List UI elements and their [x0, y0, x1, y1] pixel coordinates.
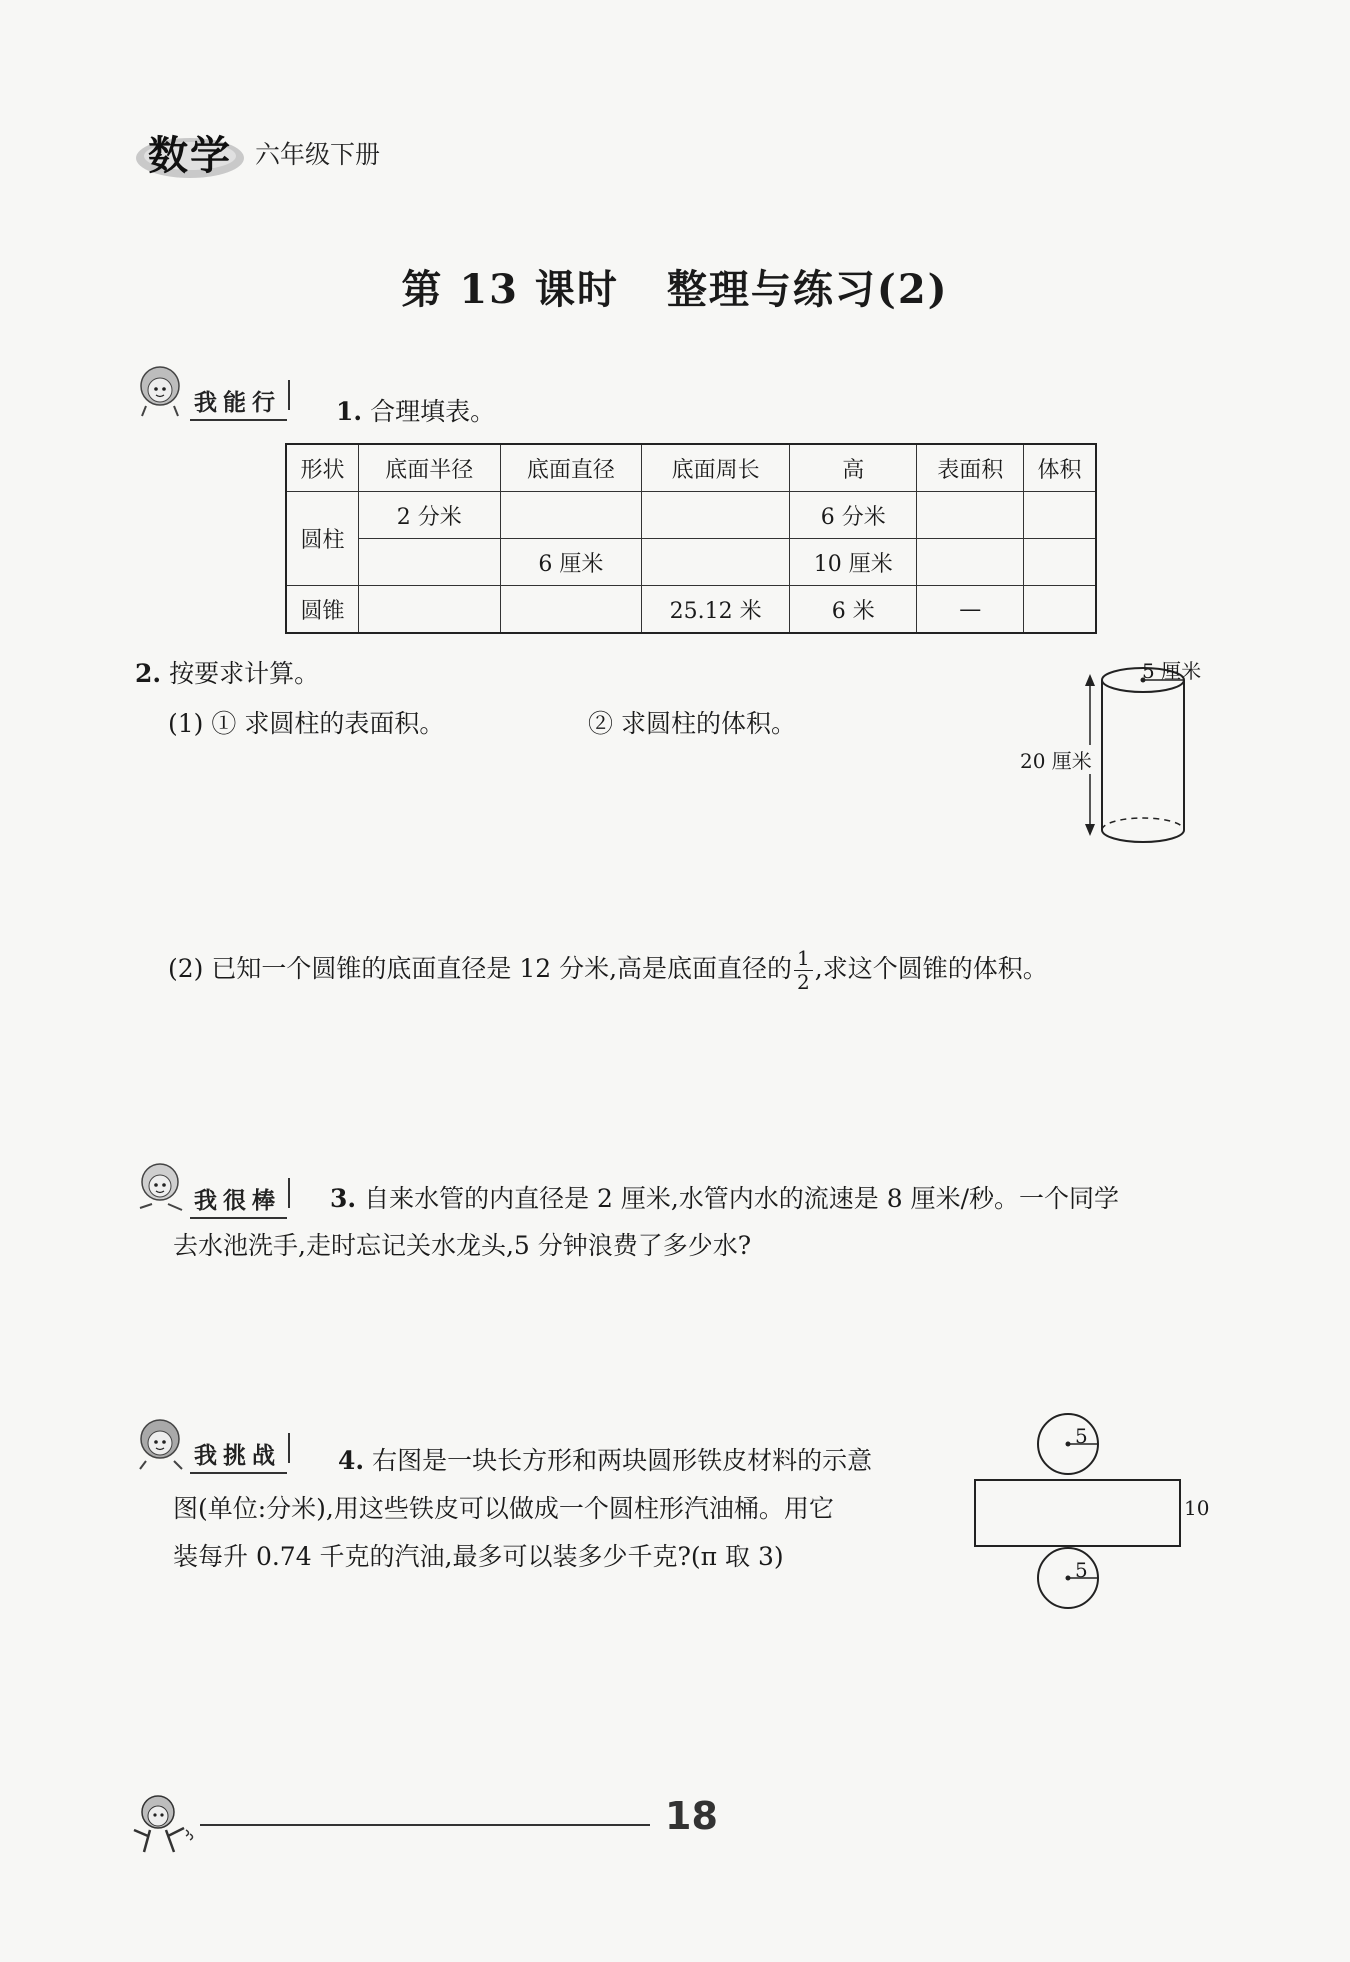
q1-prompt [336, 388, 495, 436]
q2-sub2: ② 求圆柱的体积。 [588, 709, 796, 738]
top-circle-radius-label: 5 [1075, 1424, 1088, 1448]
table-header-cell: 形状 [286, 444, 358, 492]
q2-part2-text-a: 已知一个圆锥的底面直径是 12 分米,高是底面直径的 [211, 954, 793, 983]
q2-part2-label: (2) [168, 954, 204, 983]
boy-mascot-icon [132, 1415, 192, 1471]
q2-sub1: ① 求圆柱的表面积。 [211, 709, 445, 738]
section-label-1: 我能行 [190, 384, 287, 421]
q2-prompt [135, 650, 319, 698]
footer-rule [200, 1824, 650, 1826]
table-row [286, 539, 1096, 586]
answer-cell[interactable] [642, 539, 790, 586]
q3-text-line2: 去水池洗手,走时忘记关水龙头,5 分钟浪费了多少水? [173, 1231, 752, 1260]
table-cell: 25.12 米 [642, 586, 790, 634]
table-header-row [286, 444, 1096, 492]
table-cell: 6 分米 [790, 492, 917, 539]
page-number: 18 [665, 1794, 718, 1838]
bottom-circle-radius-label: 5 [1075, 1558, 1088, 1582]
lesson-topic: 整理与练习(2) [666, 266, 949, 313]
q4-text-line2: 图(单位:分米),用这些铁皮可以做成一个圆柱形汽油桶。用它 [173, 1494, 834, 1523]
table-row [286, 492, 1096, 539]
answer-cell[interactable] [500, 492, 642, 539]
table-cell: 10 厘米 [790, 539, 917, 586]
cone-label-cell: 圆锥 [286, 586, 358, 634]
table-cell: 6 米 [790, 586, 917, 634]
answer-cell[interactable] [1024, 492, 1096, 539]
q4-text-line3: 装每升 0.74 千克的汽油,最多可以装多少千克?(π 取 3) [173, 1542, 784, 1571]
fraction-numerator: 1 [794, 947, 813, 971]
answer-cell[interactable] [1024, 586, 1096, 634]
fraction-denominator: 2 [797, 970, 810, 994]
q1-number: 1. [336, 397, 363, 426]
table-cell: 6 厘米 [500, 539, 642, 586]
q2-text: 按要求计算。 [169, 659, 320, 688]
lesson-number: 第 13 课时 [401, 266, 619, 313]
section-label-3: 我挑战 [190, 1437, 287, 1474]
q3-line1 [330, 1175, 1119, 1223]
section-badge-2 [132, 1160, 312, 1214]
rectangle-height-label: 10 [1184, 1496, 1210, 1520]
table-header-cell: 底面周长 [642, 444, 790, 492]
q2-number: 2. [135, 659, 162, 688]
section-label-2: 我很棒 [190, 1182, 287, 1219]
section-badge-1 [132, 362, 312, 416]
table-row [286, 586, 1096, 634]
table-cell: 2 分米 [358, 492, 500, 539]
answer-cell[interactable] [917, 492, 1024, 539]
answer-cell[interactable] [642, 492, 790, 539]
table-header-cell: 表面积 [917, 444, 1024, 492]
table-header-cell: 体积 [1024, 444, 1096, 492]
fraction-one-half [794, 947, 813, 994]
q2-part2 [168, 945, 1048, 994]
answer-cell[interactable] [358, 586, 500, 634]
q4-text-line1: 右图是一块长方形和两块圆形铁皮材料的示意 [372, 1446, 873, 1475]
girl-mascot-icon [132, 362, 192, 418]
subject-title: 数学 [148, 133, 232, 179]
answer-cell[interactable] [358, 539, 500, 586]
running-boy-mascot-icon [128, 1790, 200, 1860]
q2-part1-label: (1) [168, 709, 204, 738]
q4-number: 4. [338, 1446, 365, 1475]
section-badge-3 [132, 1415, 312, 1469]
table-cell: — [917, 586, 1024, 634]
cylinder-label-cell: 圆柱 [286, 492, 358, 586]
q2-part1 [168, 700, 444, 748]
answer-cell[interactable] [1024, 539, 1096, 586]
answer-cell[interactable] [917, 539, 1024, 586]
grade-label: 六年级下册 [255, 140, 381, 169]
q4-line1 [338, 1437, 872, 1485]
lesson-title [0, 258, 1350, 315]
girl-mascot-icon [132, 1160, 192, 1216]
q2-part2-text-b: ,求这个圆锥的体积。 [814, 954, 1048, 983]
q1-table [285, 443, 1097, 634]
table-header-cell: 底面直径 [500, 444, 642, 492]
q1-text: 合理填表。 [370, 397, 496, 426]
table-header-cell: 底面半径 [358, 444, 500, 492]
cylinder-height-label: 20 厘米 [1020, 745, 1092, 774]
cylinder-radius-label: 5 厘米 [1142, 659, 1202, 683]
table-header-cell: 高 [790, 444, 917, 492]
q3-number: 3. [330, 1184, 357, 1213]
q3-text-line1: 自来水管的内直径是 2 厘米,水管内水的流速是 8 厘米/秒。一个同学 [364, 1184, 1120, 1213]
answer-cell[interactable] [500, 586, 642, 634]
